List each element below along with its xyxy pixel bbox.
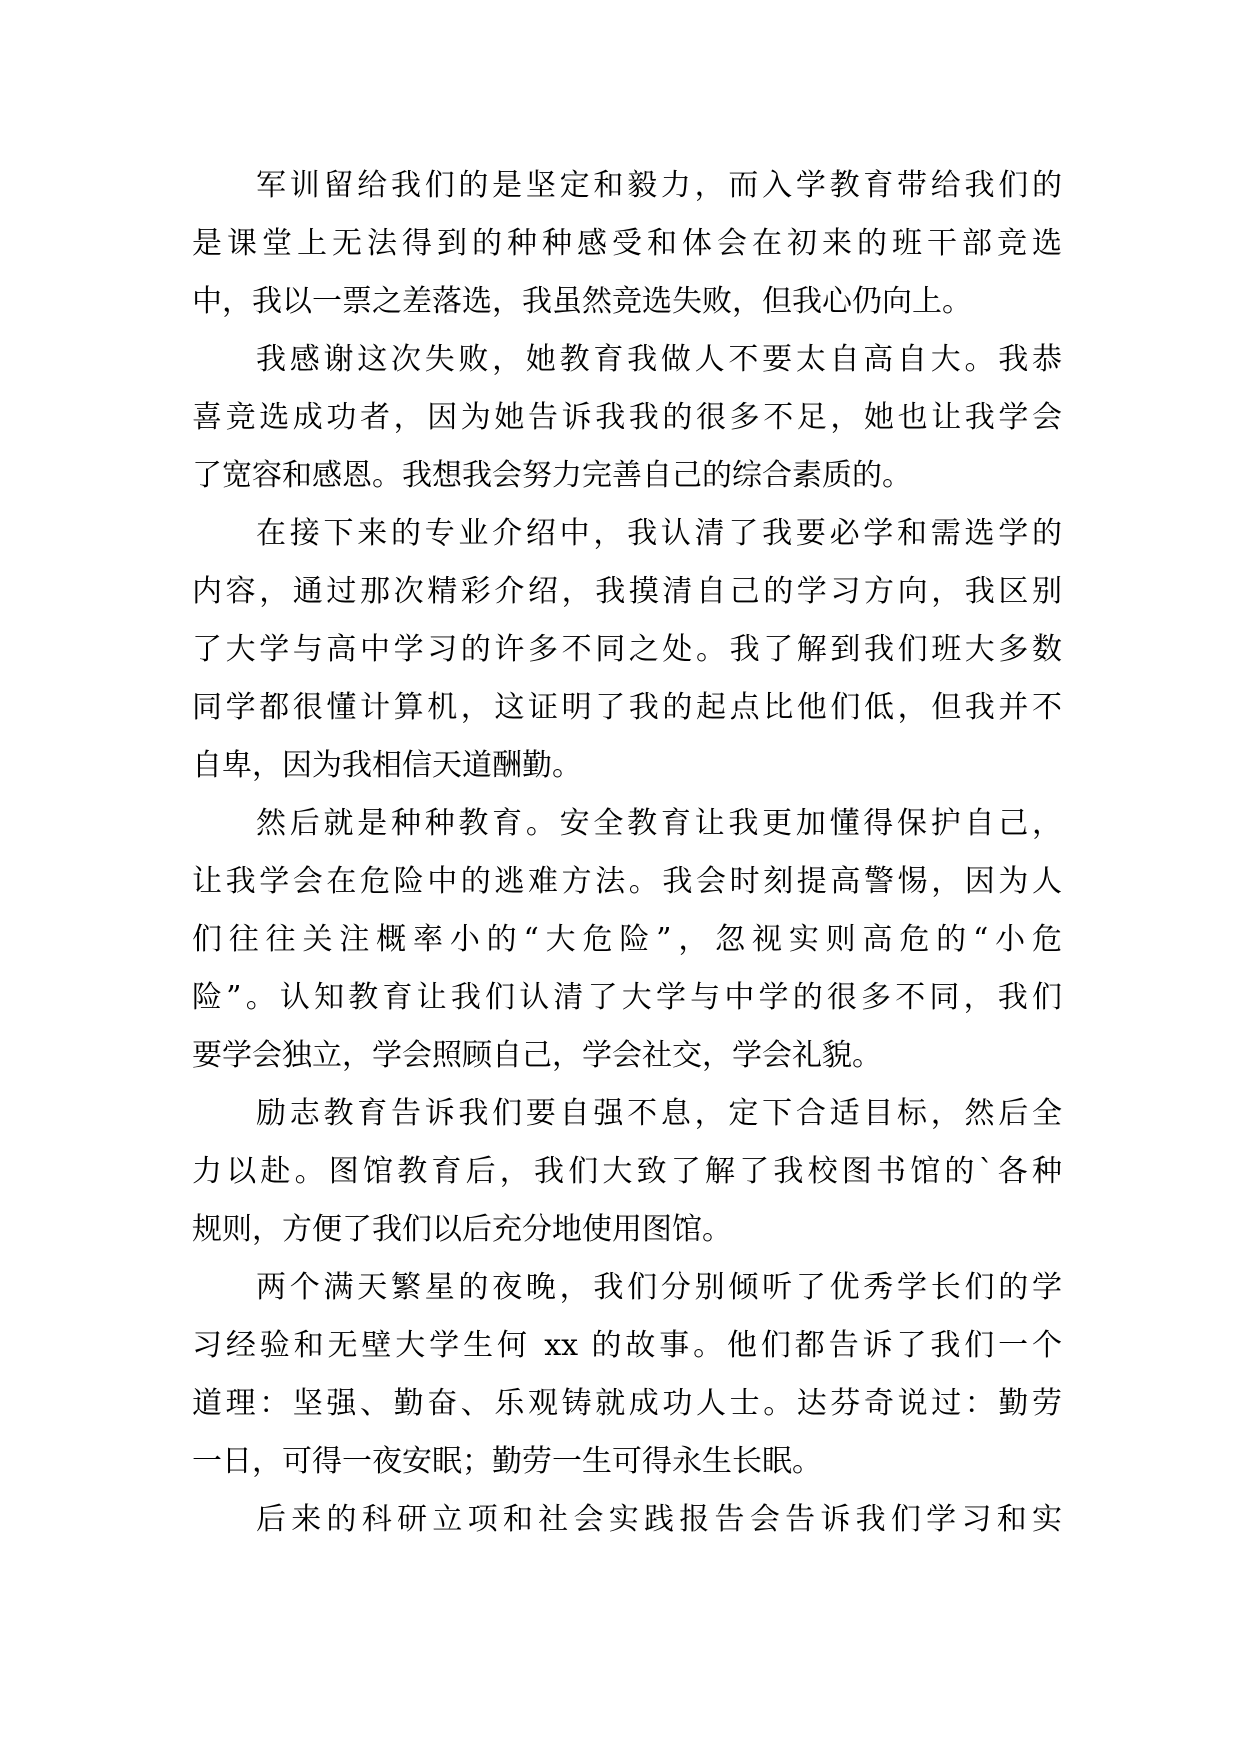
paragraph — [192, 331, 1062, 505]
paragraph — [192, 1491, 1062, 1549]
text-line: 我感谢这次失败，她教育我做人不要太自高自大。我恭 — [256, 342, 1062, 377]
text-line: 了宽容和感恩。我想我会努力完善自己的综合素质的。 — [192, 458, 912, 493]
text-line: 同学都很懂计算机，这证明了我的起点比他们低，但我并不 — [192, 690, 1062, 725]
text-line: 们往往关注概率小的“大危险”，忽视实则高危的“小危 — [192, 922, 1062, 957]
text-line: 力以赴。图馆教育后，我们大致了解了我校图书馆的`各种 — [192, 1154, 1062, 1189]
paragraph — [192, 1259, 1062, 1491]
text-line: 一日，可得一夜安眠；勤劳一生可得永生长眠。 — [192, 1444, 822, 1479]
text-line: 险”。认知教育让我们认清了大学与中学的很多不同，我们 — [192, 980, 1062, 1015]
text-line: 中，我以一票之差落选，我虽然竞选失败，但我心仍向上。 — [192, 284, 972, 319]
text-line: 励志教育告诉我们要自强不息，定下合适目标，然后全 — [256, 1096, 1062, 1131]
text-line: 习经验和无壁大学生何 xx 的故事。他们都告诉了我们一个 — [192, 1328, 1062, 1363]
text-line: 规则，方便了我们以后充分地使用图馆。 — [192, 1212, 732, 1247]
paragraph — [192, 157, 1062, 331]
text-line: 在接下来的专业介绍中，我认清了我要必学和需选学的 — [256, 516, 1062, 551]
text-line: 军训留给我们的是坚定和毅力，而入学教育带给我们的 — [256, 168, 1062, 203]
text-line: 道理：坚强、勤奋、乐观铸就成功人士。达芬奇说过：勤劳 — [192, 1386, 1062, 1421]
text-line: 让我学会在危险中的逃难方法。我会时刻提高警惕，因为人 — [192, 864, 1062, 899]
text-line: 后来的科研立项和社会实践报告会告诉我们学习和实 — [256, 1502, 1062, 1537]
text-line: 要学会独立，学会照顾自己，学会社交，学会礼貌。 — [192, 1038, 882, 1073]
text-line: 然后就是种种教育。安全教育让我更加懂得保护自己， — [256, 806, 1062, 841]
text-line: 内容，通过那次精彩介绍，我摸清自己的学习方向，我区别 — [192, 574, 1062, 609]
paragraph — [192, 795, 1062, 1085]
text-line: 两个满天繁星的夜晚，我们分别倾听了优秀学长们的学 — [256, 1270, 1062, 1305]
paragraph — [192, 1085, 1062, 1259]
text-line: 喜竞选成功者，因为她告诉我我的很多不足，她也让我学会 — [192, 400, 1062, 435]
document-body — [192, 157, 1062, 1549]
text-line: 是课堂上无法得到的种种感受和体会在初来的班干部竞选 — [192, 226, 1062, 261]
paragraph — [192, 505, 1062, 795]
text-line: 了大学与高中学习的许多不同之处。我了解到我们班大多数 — [192, 632, 1062, 667]
text-line: 自卑，因为我相信天道酬勤。 — [192, 748, 582, 783]
